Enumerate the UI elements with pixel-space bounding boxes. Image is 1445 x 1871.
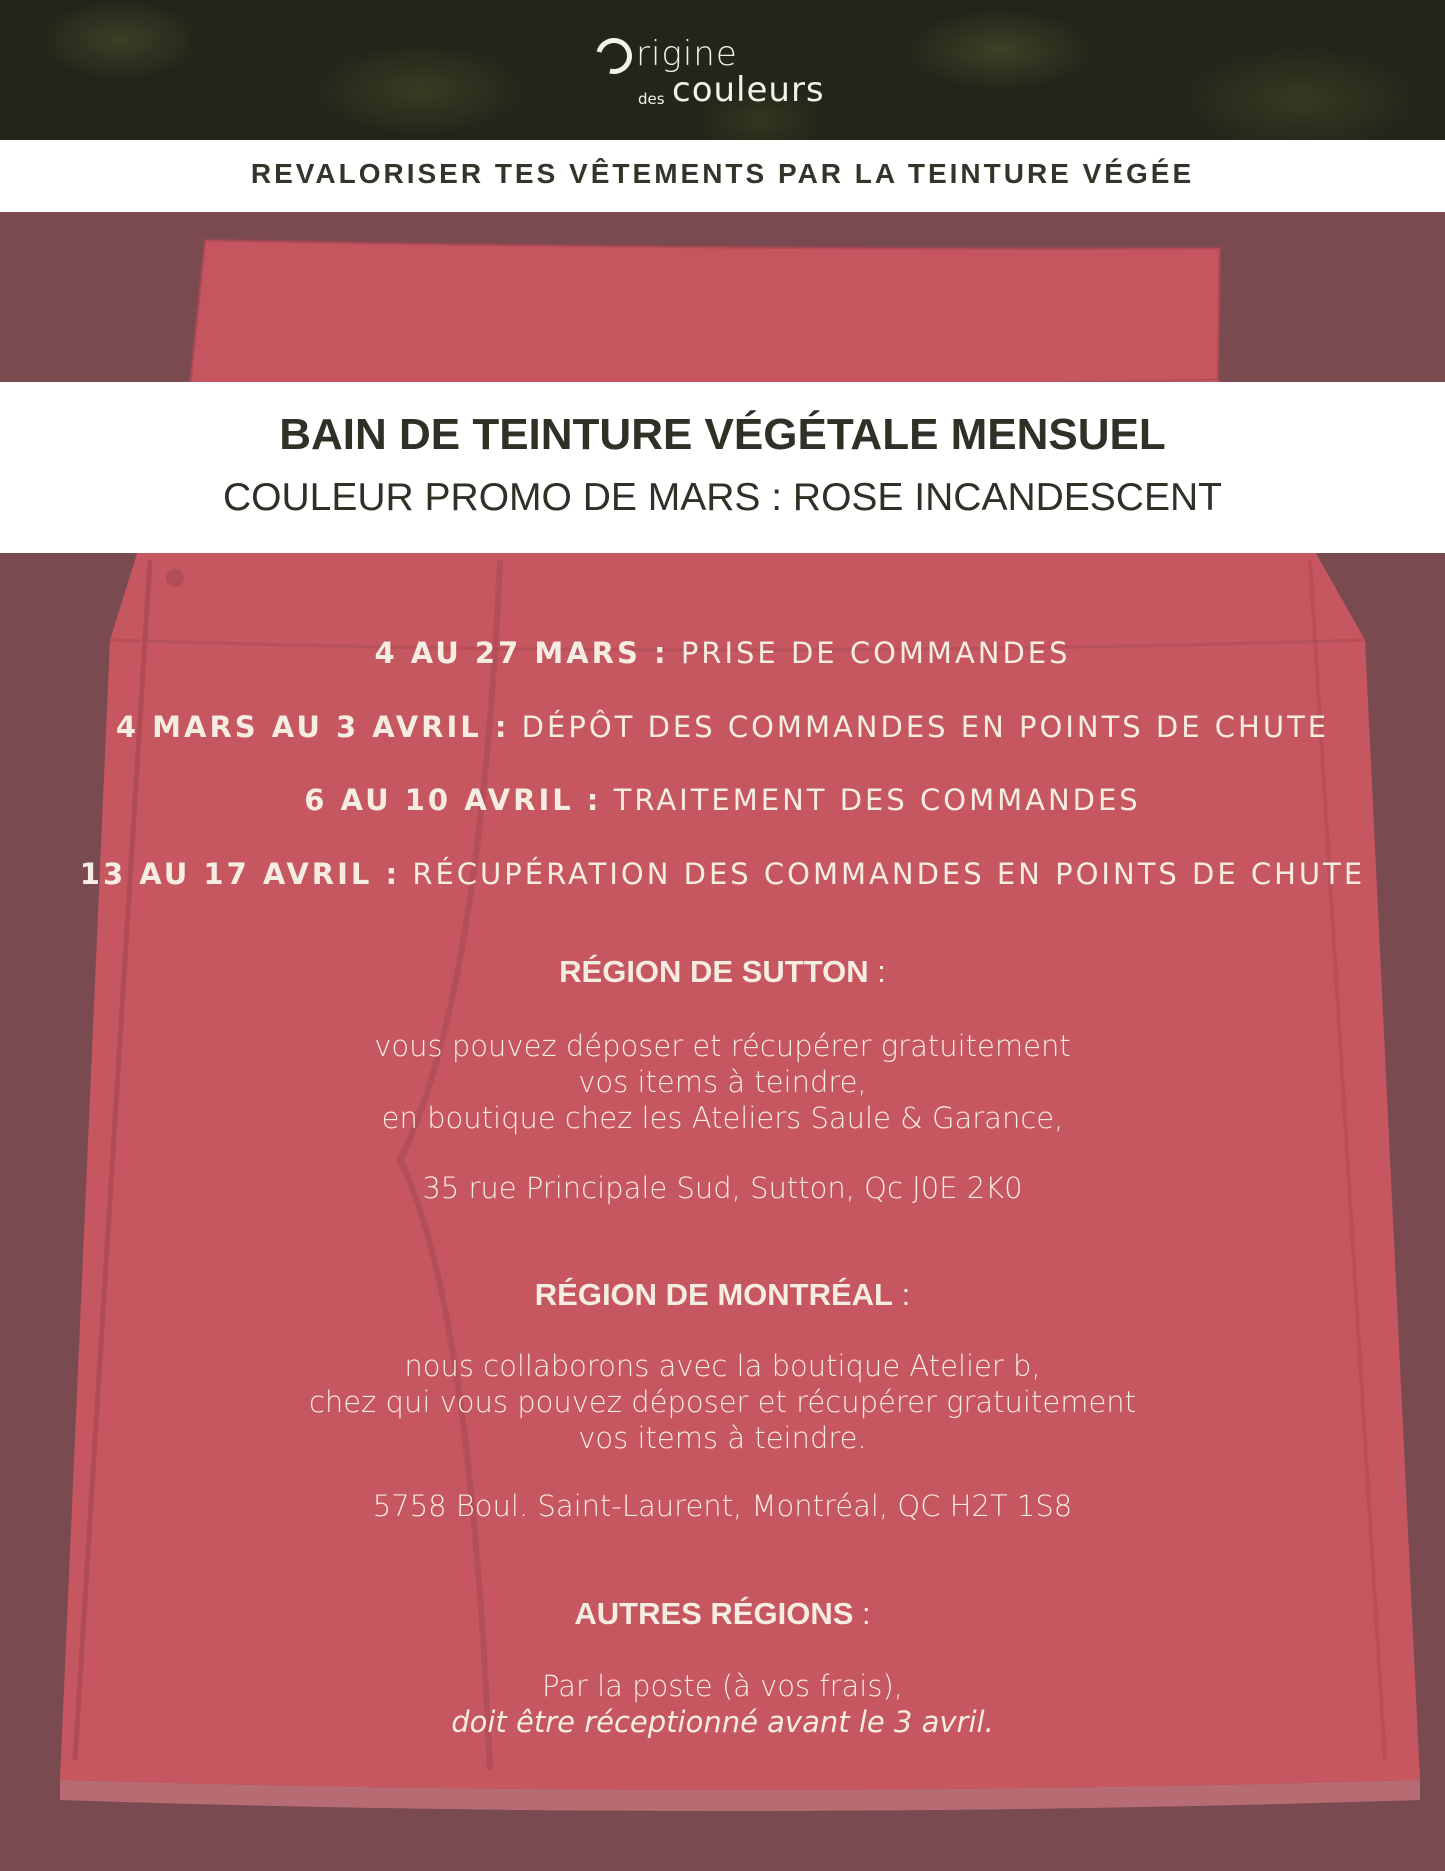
tagline: REVALORISER TES VÊTEMENTS PAR LA TEINTURE VÉGÉE bbox=[250, 158, 1195, 189]
details-line: nous collaborons avec la boutique Atelier b, bbox=[404, 1349, 1041, 1383]
schedule-text: DÉPÔT DES COMMANDES EN POINTS DE CHUTE bbox=[521, 710, 1330, 744]
region-colon: : bbox=[893, 1277, 911, 1312]
region-colon: : bbox=[853, 1596, 871, 1631]
region-name: RÉGION DE MONTRÉAL bbox=[534, 1277, 893, 1312]
details-line: vos items à teindre. bbox=[578, 1421, 867, 1455]
schedule-text: TRAITEMENT DES COMMANDES bbox=[613, 783, 1141, 817]
logo-word-origine: rigine bbox=[636, 34, 738, 74]
logo-word-des: des bbox=[638, 90, 665, 108]
details-line: vos items à teindre, bbox=[578, 1065, 867, 1099]
details-line-italic: doit être réceptionné avant le 3 avril. bbox=[451, 1705, 994, 1739]
region-name: RÉGION DE SUTTON bbox=[559, 954, 869, 989]
schedule-row bbox=[0, 857, 1445, 891]
region-montreal-details bbox=[0, 1348, 1445, 1456]
details-line: Par la poste (à vos frais), bbox=[542, 1669, 903, 1703]
header-foliage-banner bbox=[0, 0, 1445, 140]
brand-logo bbox=[590, 30, 860, 118]
details-line: vous pouvez déposer et récupérer gratuitement bbox=[374, 1029, 1071, 1063]
region-montreal-heading bbox=[0, 1277, 1445, 1313]
schedule-row bbox=[0, 710, 1445, 744]
page-subtitle: COULEUR PROMO DE MARS : ROSE INCANDESCENT bbox=[223, 476, 1222, 519]
details-line: en boutique chez les Ateliers Saule & Garance, bbox=[381, 1101, 1064, 1135]
region-colon: : bbox=[868, 954, 886, 989]
region-name: AUTRES RÉGIONS bbox=[574, 1596, 854, 1631]
region-sutton-heading bbox=[0, 954, 1445, 990]
region-autres-details bbox=[0, 1668, 1445, 1740]
schedule-date: 13 AU 17 AVRIL : bbox=[79, 857, 401, 891]
region-sutton-address: 35 rue Principale Sud, Sutton, Qc J0E 2K0 bbox=[422, 1171, 1023, 1205]
region-autres-heading bbox=[0, 1596, 1445, 1632]
title-band bbox=[0, 382, 1445, 553]
region-montreal-address: 5758 Boul. Saint-Laurent, Montréal, QC H2T 1S8 bbox=[372, 1489, 1073, 1523]
schedule-date: 6 AU 10 AVRIL : bbox=[304, 783, 602, 817]
details-line: chez qui vous pouvez déposer et récupérer gratuitement bbox=[308, 1385, 1137, 1419]
schedule-row bbox=[0, 783, 1445, 817]
page-title: BAIN DE TEINTURE VÉGÉTALE MENSUEL bbox=[279, 410, 1166, 459]
logo-circle-icon bbox=[589, 31, 638, 80]
schedule-text: PRISE DE COMMANDES bbox=[680, 636, 1071, 670]
logo-word-couleurs: couleurs bbox=[672, 70, 825, 110]
region-sutton-details bbox=[0, 1028, 1445, 1136]
schedule-text: RÉCUPÉRATION DES COMMANDES EN POINTS DE CHUTE bbox=[412, 857, 1366, 891]
schedule-date: 4 MARS AU 3 AVRIL : bbox=[115, 710, 510, 744]
schedule-date: 4 AU 27 MARS : bbox=[374, 636, 669, 670]
schedule-row bbox=[0, 636, 1445, 670]
